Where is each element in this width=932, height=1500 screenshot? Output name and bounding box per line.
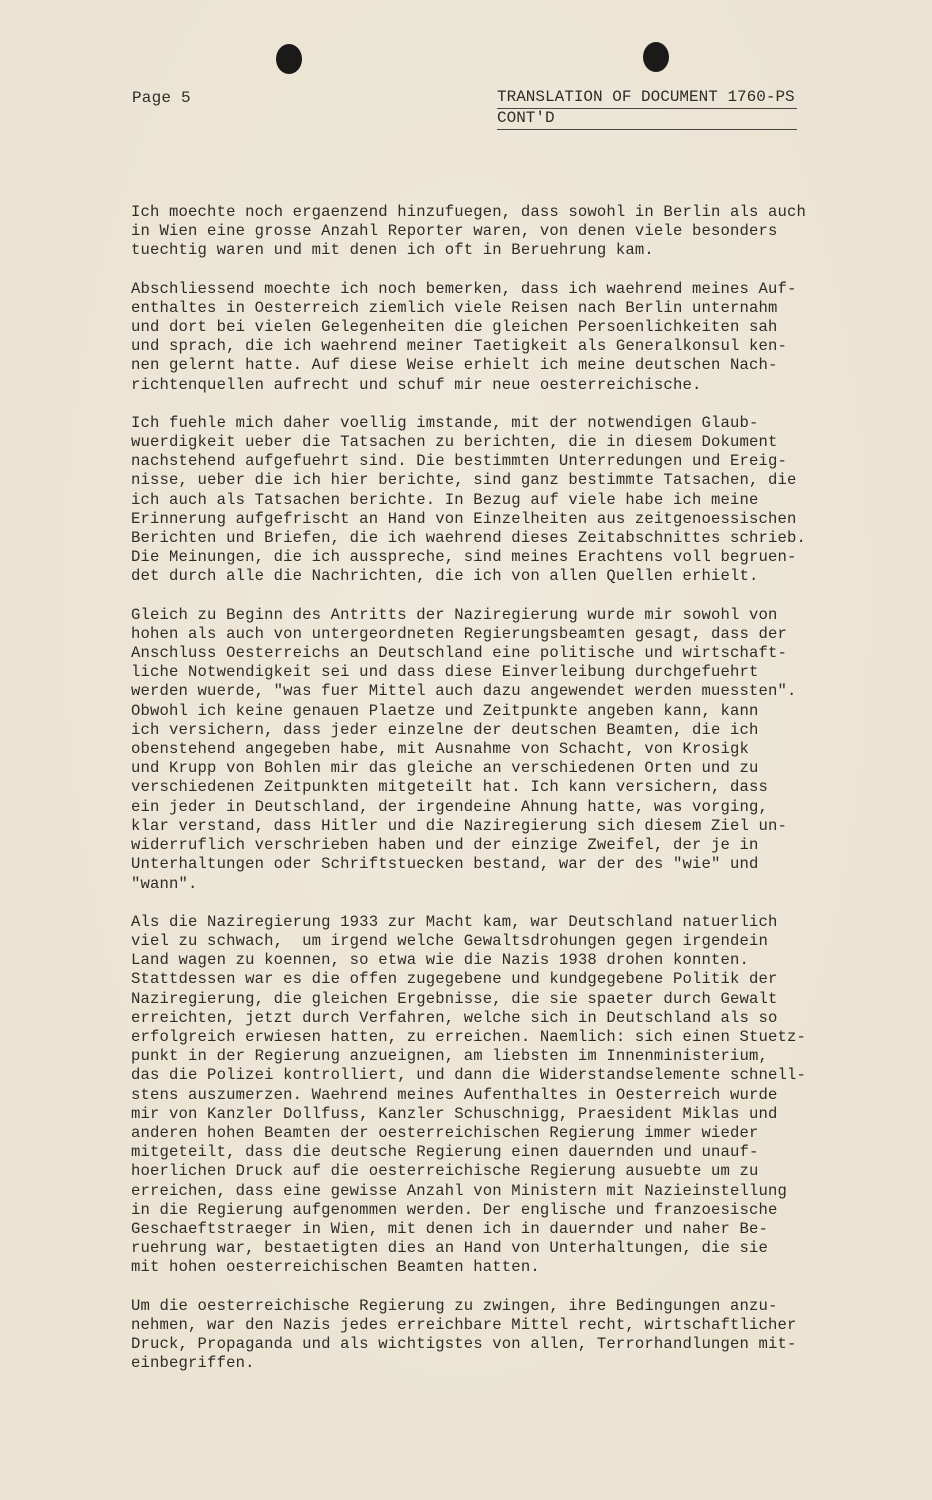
- document-title: TRANSLATION OF DOCUMENT 1760-PS: [497, 88, 797, 109]
- paragraph: [131, 414, 831, 587]
- document-header: [497, 88, 797, 130]
- punch-hole-left: [276, 44, 302, 74]
- text-line: ruehrung war, bestaetigten dies an Hand von Unterhaltungen, die sie: [131, 1239, 769, 1258]
- text-line: Land wagen zu koennen, so etwa wie die Nazis 1938 drohen konnten.: [131, 951, 750, 970]
- text-line: Stattdessen war es die offen zugegebene und kundgegebene Politik der: [131, 970, 778, 989]
- text-line: nehmen, war den Nazis jedes erreichbare Mittel recht, wirtschaftlicher: [131, 1315, 797, 1334]
- text-line: hohen als auch von untergeordneten Regierungsbeamten gesagt, dass der: [131, 624, 788, 643]
- text-line: klar verstand, dass Hitler und die Naziregierung sich diesem Ziel un-: [131, 816, 788, 835]
- text-line: in die Regierung aufgenommen werden. Der englische und franzoesische: [131, 1200, 778, 1219]
- text-line: stens auszumerzen. Waehrend meines Aufenthaltes in Oesterreich wurde: [131, 1085, 778, 1104]
- body-text: [131, 203, 831, 1392]
- text-line: Geschaeftstraeger in Wien, mit denen ich in dauernder und naher Be-: [131, 1219, 769, 1238]
- text-line: det durch alle die Nachrichten, die ich von allen Quellen erhielt.: [131, 567, 759, 586]
- text-line: widerruflich verschrieben haben und der einzige Zweifel, der je in: [131, 836, 759, 855]
- text-line: mitgeteilt, dass die deutsche Regierung einen dauernden und unauf-: [131, 1143, 759, 1162]
- text-line: anderen hohen Beamten der oesterreichischen Regierung immer wieder: [131, 1123, 759, 1142]
- punch-hole-right: [643, 42, 669, 72]
- text-line: ein jeder in Deutschland, der irgendeine Ahnung hatte, was vorging,: [131, 797, 769, 816]
- text-line: verschiedenen Zeitpunkten mitgeteilt hat. Ich kann versichern, dass: [131, 778, 769, 797]
- text-line: Als die Naziregierung 1933 zur Macht kam, war Deutschland natuerlich: [131, 912, 778, 931]
- text-line: und dort bei vielen Gelegenheiten die gleichen Persoenlichkeiten sah: [131, 318, 778, 337]
- text-line: enthaltes in Oesterreich ziemlich viele Reisen nach Berlin unternahm: [131, 298, 778, 317]
- text-line: erreichten, jetzt durch Verfahren, welche sich in Deutschland als so: [131, 1008, 778, 1027]
- text-line: mir von Kanzler Dollfuss, Kanzler Schuschnigg, Praesident Miklas und: [131, 1104, 778, 1123]
- paragraph: [131, 913, 831, 1278]
- text-line: punkt in der Regierung anzueignen, am liebsten im Innenministerium,: [131, 1047, 769, 1066]
- text-line: obenstehend angegeben habe, mit Ausnahme von Schacht, von Krosigk: [131, 740, 750, 759]
- document-subtitle: CONT'D: [497, 109, 797, 130]
- text-line: werden wuerde, "was fuer Mittel auch dazu angewendet werden muessten".: [131, 682, 797, 701]
- paragraph: [131, 203, 831, 261]
- text-line: nen gelernt hatte. Auf diese Weise erhielt ich meine deutschen Nach-: [131, 356, 778, 375]
- text-line: erreichen, dass eine gewisse Anzahl von Ministern mit Nazieinstellung: [131, 1181, 788, 1200]
- text-line: einbegriffen.: [131, 1354, 255, 1373]
- text-line: ich auch als Tatsachen berichte. In Bezug auf viele habe ich meine: [131, 490, 759, 509]
- text-line: das die Polizei kontrolliert, und dann die Widerstandselemente schnell-: [131, 1066, 807, 1085]
- text-line: Naziregierung, die gleichen Ergebnisse, die sie spaeter durch Gewalt: [131, 989, 778, 1008]
- text-line: nisse, ueber die ich hier berichte, sind ganz bestimmte Tatsachen, die: [131, 471, 797, 490]
- text-line: Unterhaltungen oder Schriftstuecken bestand, war der des "wie" und: [131, 855, 759, 874]
- text-line: Erinnerung aufgefrischt an Hand von Einzelheiten aus zeitgenoessischen: [131, 509, 797, 528]
- page-number: Page 5: [132, 89, 191, 107]
- text-line: Ich moechte noch ergaenzend hinzufuegen, dass sowohl in Berlin als auch: [131, 203, 807, 221]
- paragraph: [131, 606, 831, 894]
- text-line: richtenquellen aufrecht und schuf mir neue oesterreichische.: [131, 375, 702, 394]
- text-line: Abschliessend moechte ich noch bemerken, dass ich waehrend meines Auf-: [131, 279, 797, 298]
- text-line: liche Notwendigkeit sei und dass diese Einverleibung durchgefuehrt: [131, 663, 759, 682]
- text-line: wuerdigkeit ueber die Tatsachen zu berichten, die in diesem Dokument: [131, 433, 778, 452]
- text-line: mit hohen oesterreichischen Beamten hatten.: [131, 1258, 540, 1277]
- text-line: viel zu schwach, um irgend welche Gewaltsdrohungen gegen irgendein: [131, 931, 769, 950]
- text-line: Druck, Propaganda und als wichtigstes von allen, Terrorhandlungen mit-: [131, 1334, 797, 1353]
- text-line: Anschluss Oesterreichs an Deutschland eine politische und wirtschaft-: [131, 644, 788, 663]
- text-line: Obwohl ich keine genauen Plaetze und Zeitpunkte angeben kann, kann: [131, 701, 759, 720]
- text-line: Um die oesterreichische Regierung zu zwingen, ihre Bedingungen anzu-: [131, 1296, 778, 1315]
- text-line: nachstehend aufgefuehrt sind. Die bestimmten Unterredungen und Ereig-: [131, 452, 788, 471]
- text-line: hoerlichen Druck auf die oesterreichische Regierung ausuebte um zu: [131, 1162, 759, 1181]
- text-line: und sprach, die ich waehrend meiner Taetigkeit als Generalkonsul ken-: [131, 337, 788, 356]
- text-line: in Wien eine grosse Anzahl Reporter waren, von denen viele besonders: [131, 222, 778, 241]
- text-line: erfolgreich erwiesen hatten, zu erreichen. Naemlich: sich einen Stuetz-: [131, 1027, 807, 1046]
- text-line: tuechtig waren und mit denen ich oft in Beruehrung kam.: [131, 241, 654, 260]
- text-line: Ich fuehle mich daher voellig imstande, mit der notwendigen Glaub-: [131, 413, 759, 432]
- text-line: und Krupp von Bohlen mir das gleiche an verschiedenen Orten und zu: [131, 759, 759, 778]
- paragraph: [131, 1297, 831, 1374]
- text-line: Die Meinungen, die ich ausspreche, sind meines Erachtens voll begruen-: [131, 548, 797, 567]
- text-line: "wann".: [131, 874, 198, 893]
- text-line: Gleich zu Beginn des Antritts der Naziregierung wurde mir sowohl von: [131, 605, 778, 624]
- paragraph: [131, 280, 831, 395]
- text-line: Berichten und Briefen, die ich waehrend dieses Zeitabschnittes schrieb.: [131, 529, 807, 548]
- text-line: ich versichern, dass jeder einzelne der deutschen Beamten, die ich: [131, 720, 759, 739]
